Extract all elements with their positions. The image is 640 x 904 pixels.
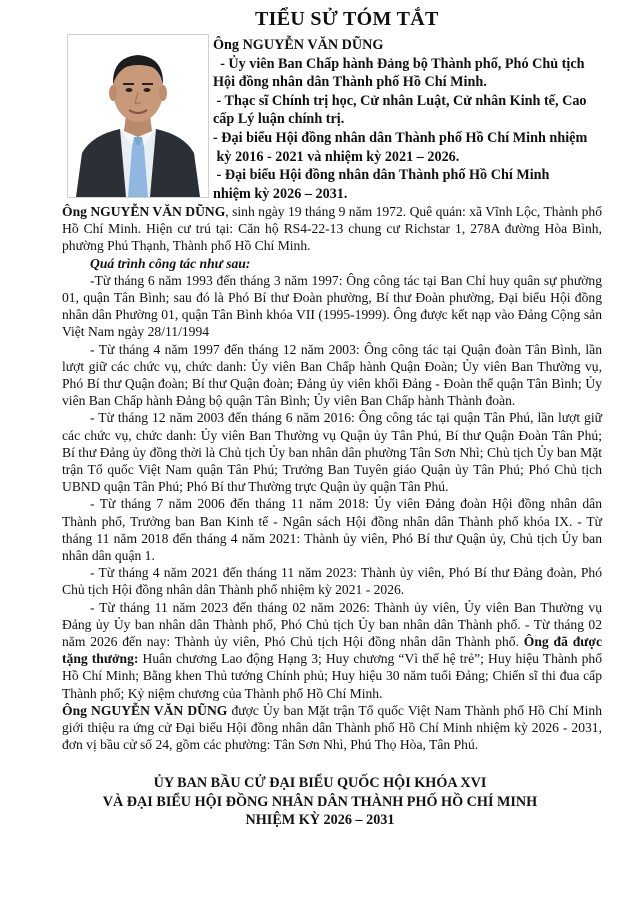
bio-intro-text: , sinh ngày 19 tháng 9 năm 1972. Quê quán: xã Vĩnh Lộc, Thành phố Hồ Chí Minh. Hiện cư trú tại: Căn hộ RS4-22-13 chung cư Richstar 1, 278A đường Hòa Bình, phường Phú Thạnh, Thành phố Hồ Chí Minh.: [62, 204, 603, 254]
career-paragraph: -Từ tháng 6 năm 1993 đến tháng 3 năm 1997: Ông công tác tại Ban Chỉ huy quân sự phường 01, quận Tân Bình; sau đó là Phó Bí thư Đoàn phường, Bí thư Đoàn phường, Đại biểu Hội đồng nhân dân Phường 01, quận Tân Bình khóa VII (1995-1999). Ông được kết nạp vào Đảng Cộng sản Việt Nam ngày 28/11/1994: [62, 272, 602, 340]
header-role-line: - Đại biểu Hội đồng nhân dân Thành phố Hồ Chí Minh: [213, 167, 550, 184]
career-paragraph: - Từ tháng 4 năm 2021 đến tháng 11 năm 2023: Thành ủy viên, Phó Bí thư Đảng đoàn, Phó Chủ tịch Hội đồng nhân dân Thành phố nhiệm kỳ 2021 - 2026.: [62, 565, 602, 598]
document-title: TIỂU SỬ TÓM TẮT: [255, 8, 439, 30]
header-role-line: - Ủy viên Ban Chấp hành Đảng bộ Thành phố, Phó Chủ tịch: [213, 55, 585, 72]
bio-intro: [62, 203, 602, 255]
biography-body: [62, 203, 602, 754]
awards-heading: Ông đã được tặng thưởng:: [62, 634, 602, 667]
career-paragraph-awards: [62, 599, 602, 702]
footer-line: NHIỆM KỲ 2026 – 2031: [245, 812, 395, 829]
header-role-line: - Đại biểu Hội đồng nhân dân Thành phố Hồ Chí Minh nhiệm: [213, 129, 588, 146]
footer-line: VÀ ĐẠI BIỂU HỘI ĐỒNG NHÂN DÂN THÀNH PHỐ HỒ CHÍ MINH: [102, 793, 538, 810]
process-heading: Quá trình công tác như sau:: [90, 255, 251, 271]
nomination-paragraph: [62, 702, 602, 754]
footer-line: ỦY BAN BẦU CỬ ĐẠI BIỂU QUỐC HỘI KHÓA XVI: [153, 775, 487, 791]
header-role-line: cấp Lý luận chính trị.: [213, 111, 345, 128]
election-committee-footer: [60, 774, 580, 830]
header-role-line: Hội đồng nhân dân Thành phố Hồ Chí Minh.: [213, 74, 487, 91]
header-role-line: - Thạc sĩ Chính trị học, Cử nhân Luật, Cử nhân Kinh tế, Cao: [213, 92, 587, 109]
header-summary: [213, 36, 633, 203]
closing-text: được Ủy ban Mặt trận Tổ quốc Việt Nam Thành phố Hồ Chí Minh giới thiệu ra ứng cử Đại biểu Hội đồng nhân dân Thành phố Hồ Chí Minh nhiệm kỳ 2026 - 2031, đơn vị bầu cử số 24, gồm các phường: Tân Sơn Nhì, Phú Thọ Hòa, Tân Phú.: [62, 702, 602, 753]
career-paragraph: - Từ tháng 7 năm 2006 đến tháng 11 năm 2018: Ủy viên Đảng đoàn Hội đồng nhân dân Thành phố, Trưởng ban Ban Kinh tế - Ngân sách Hội đồng nhân dân Thành phố khóa IX. - Từ tháng 11 năm 2018 đến tháng 4 năm 2021: Thành ủy viên, Phó Bí thư Quận ủy, Chủ tịch Ủy ban nhân dân quận 1.: [62, 496, 602, 564]
header-role-line: kỳ 2016 - 2021 và nhiệm kỳ 2021 – 2026.: [213, 148, 460, 165]
bio-name: Ông NGUYỄN VĂN DŨNG: [62, 204, 226, 219]
portrait-photo: [67, 34, 209, 198]
header-role-line: nhiệm kỳ 2026 – 2031.: [213, 185, 348, 202]
portrait-illustration: [68, 35, 208, 197]
header-name: Ông NGUYỄN VĂN DŨNG: [213, 37, 384, 53]
career-text: - Từ tháng 11 năm 2023 đến tháng 02 năm 2026: Thành ủy viên, Ủy viên Ban Thường vụ Đảng ủy Ủy ban nhân dân Thành phố, Phó Chủ tịch Ủy ban nhân dân Thành phố. - Từ tháng 02 năm 2026 đến nay: Thành ủy viên, Phó Chủ tịch Hội đồng nhân dân Thành phố.: [62, 599, 602, 650]
closing-name: Ông NGUYỄN VĂN DŨNG: [62, 702, 228, 718]
career-paragraph: - Từ tháng 4 năm 1997 đến tháng 12 năm 2003: Ông công tác tại Quận đoàn Tân Bình, lần lượt giữ các chức vụ, chức danh: Ủy viên Ban Chấp hành Quận Đoàn; Ủy viên Ban Thường vụ, Phó Bí thư Quận đoàn; Bí thư Quận đoàn; Đảng ủy viên khối Đảng - Đoàn thể quận Tân Bình; Ủy viên Ban Chấp hành Đảng bộ quận Tân Bình; Ủy viên Ban Chấp hành Thành đoàn.: [62, 341, 602, 409]
career-paragraph: - Từ tháng 12 năm 2003 đến tháng 6 năm 2016: Ông công tác tại quận Tân Phú, lần lượt giữ các chức vụ, chức danh: Ủy viên Ban Thường vụ Quận ủy Tân Phú, Bí thư Quận Đoàn Tân Phú; Bí thư Đảng ủy đồng thời là Chủ tịch Ủy ban nhân dân phường Tân Sơn Nhì; Chủ tịch Ủy ban Mặt trận Tổ quốc Việt Nam quận Tân Phú; Trưởng Ban Tuyên giáo Quận ủy Tân Phú; Phó Chủ tịch UBND quận Tân Phú; Phó Bí thư Thường trực Quận ủy quận Tân Phú.: [62, 410, 602, 495]
awards-text: Huân chương Lao động Hạng 3; Huy chương “Vì thế hệ trẻ”; Huy hiệu Thành phố Hồ Chí Minh; Bằng khen Thủ tướng Chính phủ; Huy hiệu 30 năm tuổi Đảng; Chiến sĩ thi đua cấp Thành phố; Kỷ niệm chương của Thành phố Hồ Chí Minh.: [62, 651, 602, 701]
